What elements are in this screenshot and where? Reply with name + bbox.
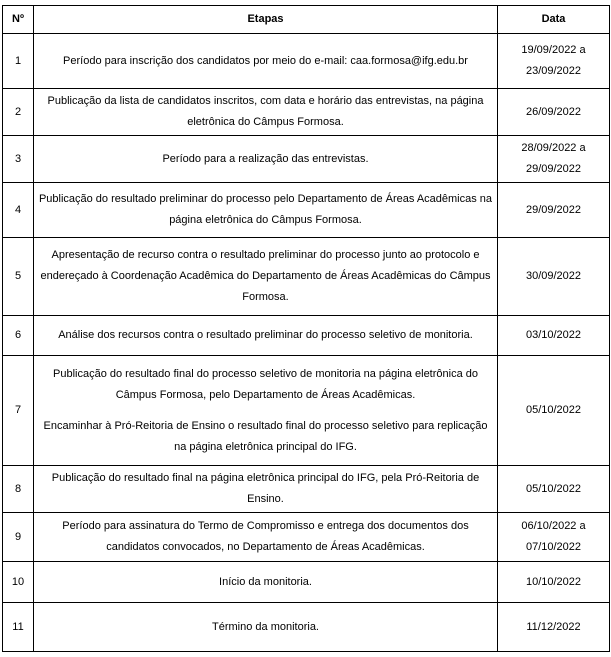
etapa-cell [34, 89, 498, 136]
etapa-text: Início da monitoria. [219, 575, 312, 588]
table-row [3, 466, 610, 513]
table-row [3, 183, 610, 238]
etapa-text: Apresentação de recurso contra o resultado preliminar do processo junto ao protocolo e endereçado à Coordenação Acadêmica do Departamento de Áreas Acadêmicas do Câmpus Formosa. [40, 249, 491, 303]
row-number-cell: 3 [3, 136, 34, 183]
table-row [3, 238, 610, 316]
table-row [3, 136, 610, 183]
etapa-cell [34, 603, 498, 652]
row-number-cell: 4 [3, 183, 34, 238]
etapa-cell [34, 183, 498, 238]
row-number-cell: 1 [3, 34, 34, 89]
etapa-text: Período para inscrição dos candidatos por meio do e-mail: caa.formosa@ifg.edu.br [63, 54, 468, 67]
column-header-num: Nº [3, 6, 34, 34]
etapa-cell [34, 136, 498, 183]
etapa-text: Período para a realização das entrevistas. [162, 152, 369, 165]
date-cell: 06/10/2022 a 07/10/2022 [498, 513, 610, 562]
etapa-text: Análise dos recursos contra o resultado preliminar do processo seletivo de monitoria. [58, 329, 473, 341]
schedule-table [2, 5, 610, 652]
date-cell: 28/09/2022 a 29/09/2022 [498, 136, 610, 183]
etapa-cell [34, 238, 498, 316]
table-row [3, 316, 610, 356]
date-cell: 10/10/2022 [498, 562, 610, 603]
table-row [3, 603, 610, 652]
date-cell: 26/09/2022 [498, 89, 610, 136]
etapa-cell [34, 356, 498, 466]
table-row [3, 34, 610, 89]
etapa-cell [34, 34, 498, 89]
table-header-row [3, 6, 610, 34]
column-header-etapas: Etapas [34, 6, 498, 34]
row-number-cell: 11 [3, 603, 34, 652]
row-number-cell: 9 [3, 513, 34, 562]
row-number-cell: 6 [3, 316, 34, 356]
column-header-data: Data [498, 6, 610, 34]
etapa-text: Publicação da lista de candidatos inscritos, com data e horário das entrevistas, na página eletrônica do Câmpus Formosa. [47, 95, 484, 128]
etapa-text: Publicação do resultado final na página eletrônica principal do IFG, pela Pró-Reitoria de Ensino. [51, 472, 480, 505]
row-number-cell: 8 [3, 466, 34, 513]
date-cell: 19/09/2022 a 23/09/2022 [498, 34, 610, 89]
etapa-cell [34, 513, 498, 562]
row-number-cell: 7 [3, 356, 34, 466]
date-cell: 30/09/2022 [498, 238, 610, 316]
table-row [3, 356, 610, 466]
date-cell: 05/10/2022 [498, 466, 610, 513]
etapa-cell [34, 316, 498, 356]
etapa-cell [34, 562, 498, 603]
row-number-cell: 2 [3, 89, 34, 136]
table-row [3, 89, 610, 136]
row-number-cell: 10 [3, 562, 34, 603]
etapa-text: Publicação do resultado final do processo seletivo de monitoria na página eletrônica do Câmpus Formosa, pelo Departamento de Áreas Acadêmicas. [53, 367, 478, 401]
date-cell: 29/09/2022 [498, 183, 610, 238]
date-cell: 05/10/2022 [498, 356, 610, 466]
etapa-text: Publicação do resultado preliminar do processo pelo Departamento de Áreas Acadêmicas na página eletrônica do Câmpus Formosa. [38, 193, 493, 226]
etapa-text: Encaminhar à Pró-Reitoria de Ensino o resultado final do processo seletivo para replicação na página eletrônica principal do IFG. [43, 419, 488, 453]
table-row [3, 562, 610, 603]
date-cell: 03/10/2022 [498, 316, 610, 356]
etapa-cell [34, 466, 498, 513]
row-number-cell: 5 [3, 238, 34, 316]
table-row [3, 513, 610, 562]
etapa-text: Período para assinatura do Termo de Compromisso e entrega dos documentos dos candidatos convocados, no Departamento de Áreas Acadêmicas. [62, 520, 469, 553]
date-cell: 11/12/2022 [498, 603, 610, 652]
etapa-text: Término da monitoria. [212, 620, 319, 633]
